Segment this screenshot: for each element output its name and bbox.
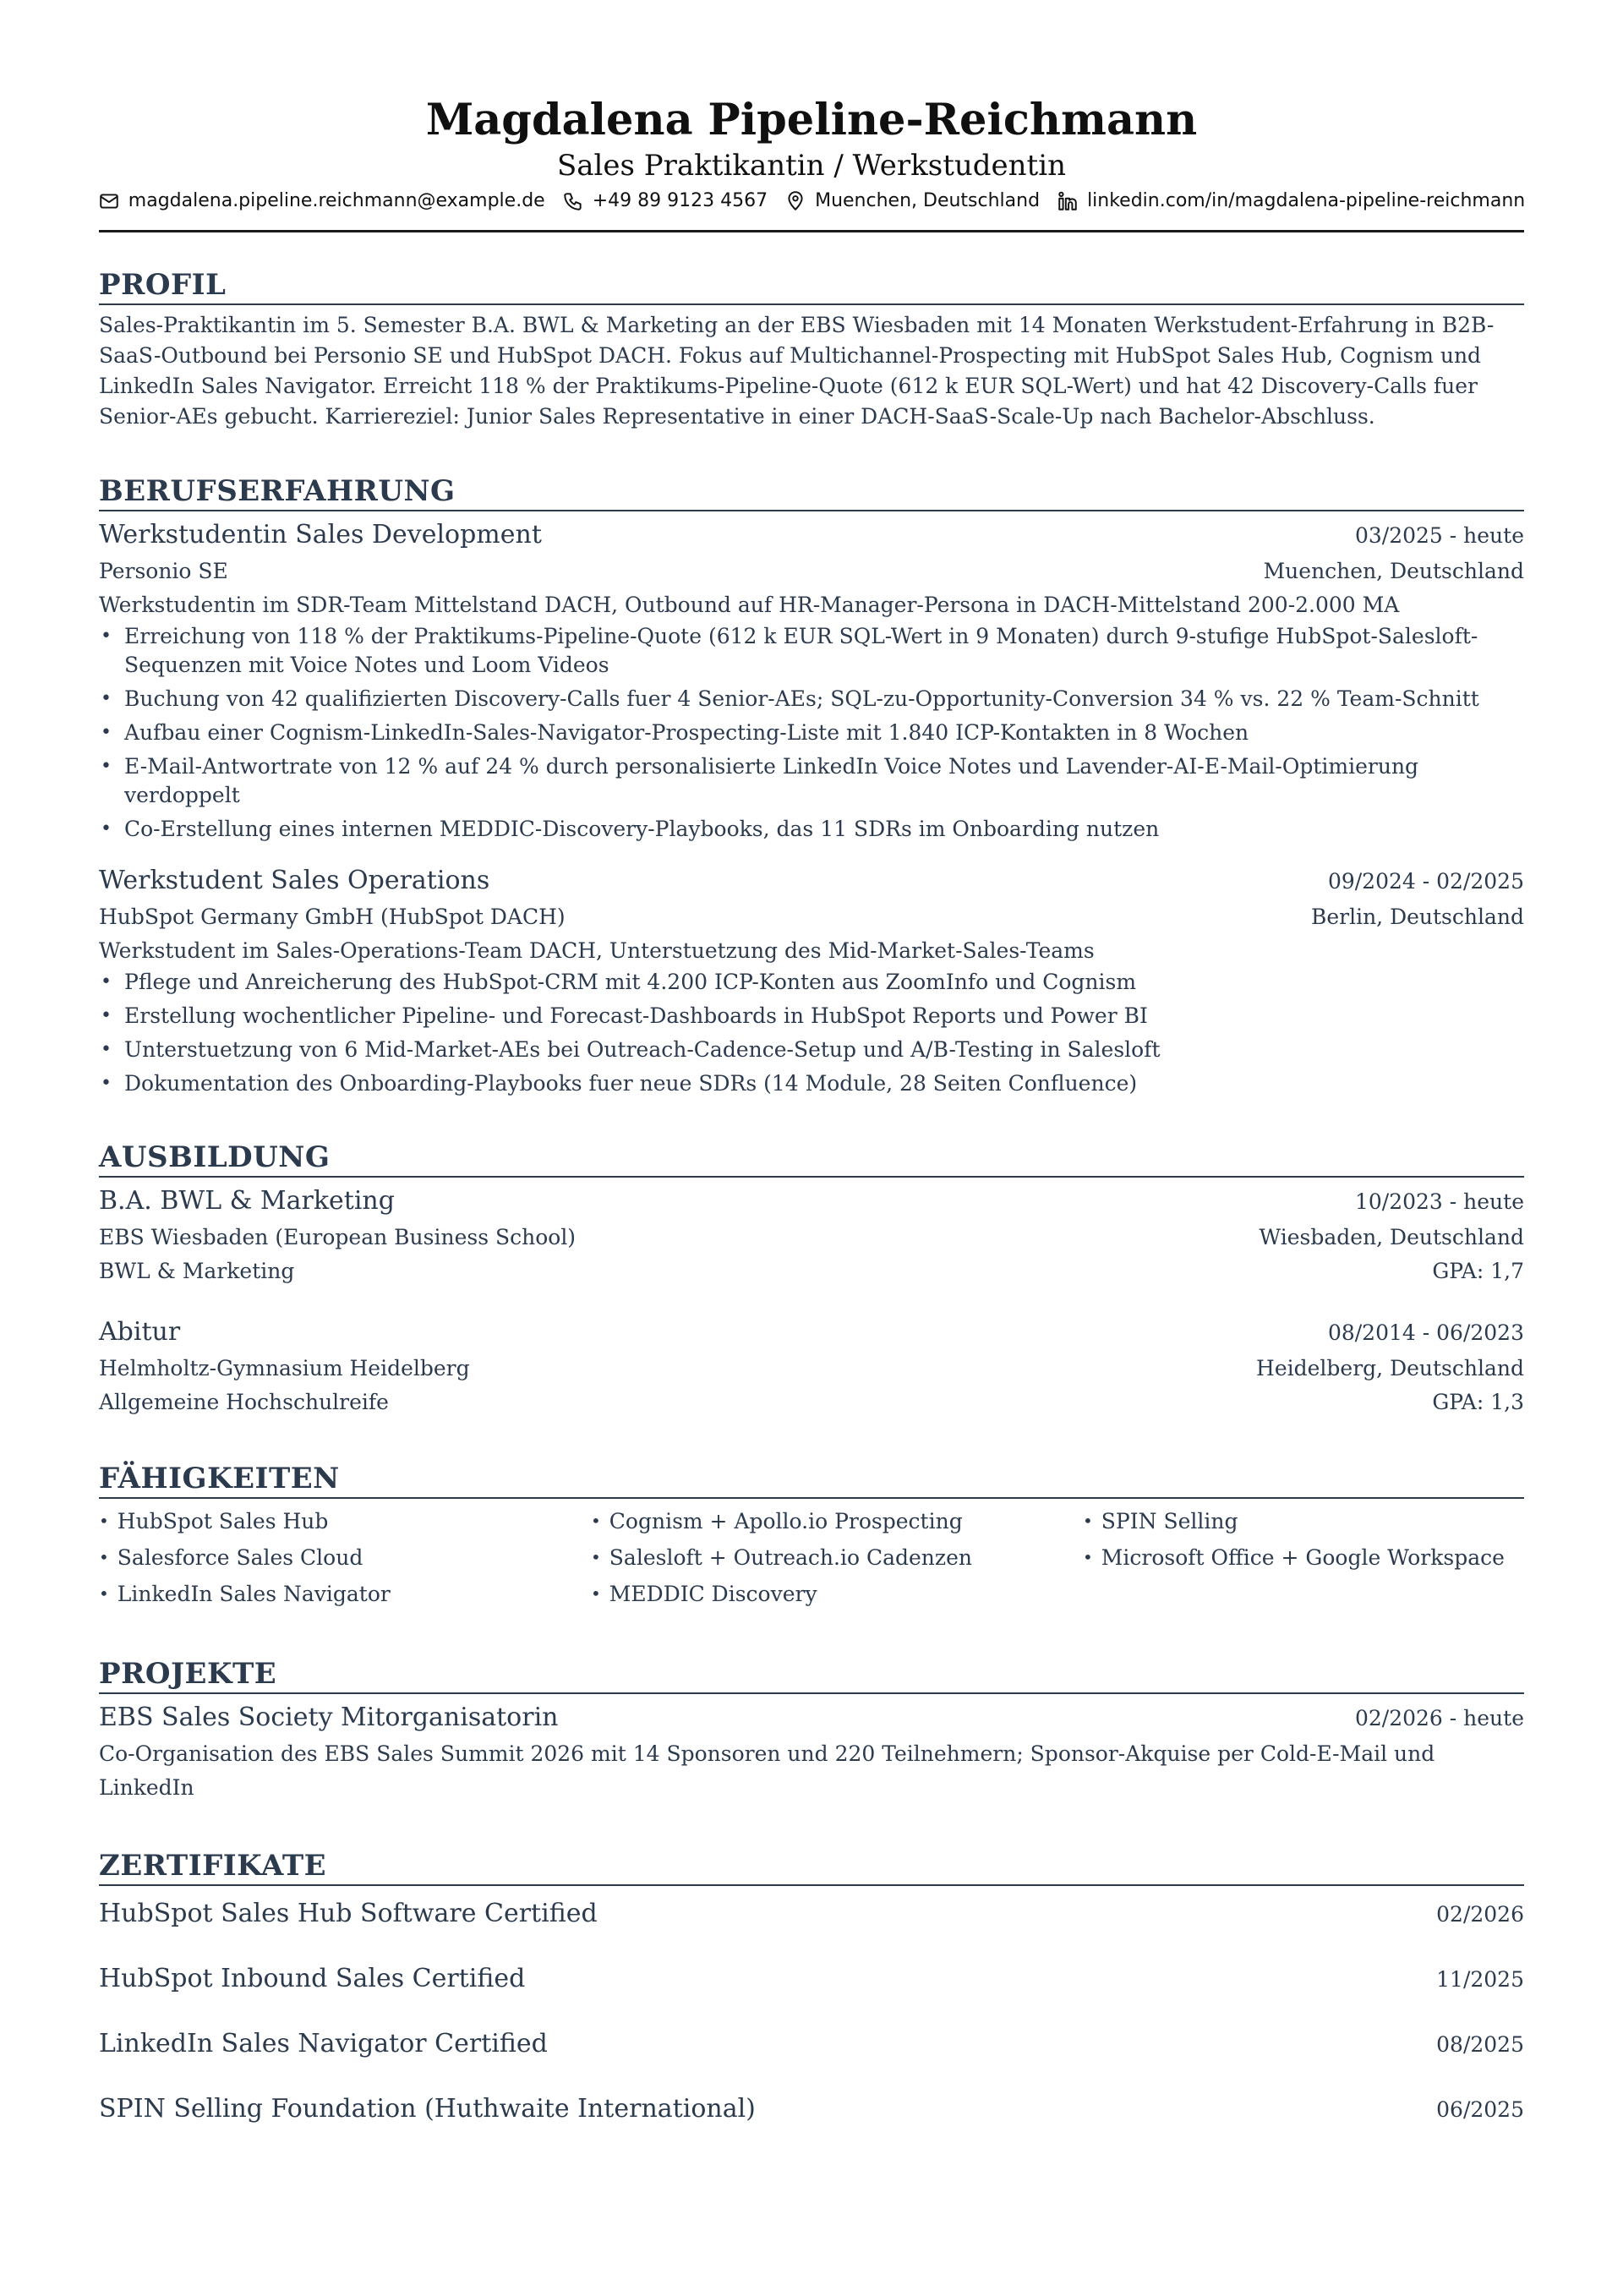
skill-item: • LinkedIn Sales Navigator — [99, 1577, 591, 1613]
contact-email[interactable] — [98, 188, 545, 215]
contact-location-text: Muenchen, Deutschland — [815, 190, 1041, 211]
profile-section — [99, 268, 1524, 432]
certificate-row — [99, 2088, 1524, 2131]
job-dates: 03/2025 - heute — [1354, 523, 1524, 548]
candidate-name: Magdalena Pipeline-Reichmann — [425, 95, 1198, 145]
job-role: Werkstudent Sales Operations — [99, 866, 490, 895]
header-divider — [99, 230, 1524, 232]
certificate-row — [99, 1958, 1524, 2001]
location-pin-icon — [784, 190, 806, 212]
education-entry — [99, 1183, 1524, 1288]
skills-grid — [99, 1504, 1524, 1613]
project-entry — [99, 1699, 1524, 1805]
education-section — [99, 1140, 1524, 1419]
job-bullets — [99, 622, 1524, 844]
education-location: Wiesbaden, Deutschland — [1259, 1225, 1524, 1249]
skill-item: • Microsoft Office + Google Workspace — [1083, 1540, 1524, 1577]
certificate-date: 06/2025 — [1436, 2097, 1524, 2122]
job-entry — [99, 862, 1524, 1098]
certificate-row — [99, 2023, 1524, 2066]
certificates-section — [99, 1849, 1524, 2131]
contact-line — [99, 188, 1524, 215]
job-bullet: • Co-Erstellung eines internen MEDDIC-Discovery-Playbooks, das 11 SDRs im Onboarding nutzen — [99, 815, 1524, 844]
education-school: Helmholtz-Gymnasium Heidelberg — [99, 1356, 470, 1380]
project-name: EBS Sales Society Mitorganisatorin — [99, 1703, 559, 1732]
section-title-projects: PROJEKTE — [99, 1657, 1524, 1694]
project-description: Co-Organisation des EBS Sales Summit 2026 mit 14 Sponsoren und 220 Teilnehmern; Sponsor-Akquise per Cold-E-Mail und LinkedIn — [99, 1741, 1435, 1800]
skill-item: • MEDDIC Discovery — [591, 1577, 1083, 1613]
job-summary: Werkstudent im Sales-Operations-Team DACH, Unterstuetzung des Mid-Market-Sales-Teams — [99, 938, 1095, 963]
linkedin-icon — [1057, 190, 1079, 212]
education-degree: B.A. BWL & Marketing — [99, 1186, 395, 1216]
contact-phone[interactable] — [562, 188, 768, 215]
job-bullets — [99, 968, 1524, 1098]
contact-email-text: magdalena.pipeline.reichmann@example.de — [128, 190, 545, 211]
job-entry — [99, 517, 1524, 844]
job-bullet: • Buchung von 42 qualifizierten Discovery-Calls fuer 4 Senior-AEs; SQL-zu-Opportunity-Conversion 34 % vs. 22 % Team-Schnitt — [99, 685, 1524, 713]
education-field: BWL & Marketing — [99, 1259, 295, 1283]
job-location: Muenchen, Deutschland — [1263, 559, 1524, 583]
contact-location — [784, 188, 1040, 215]
certificate-name: SPIN Selling Foundation (Huthwaite International) — [99, 2094, 756, 2124]
skill-item: • HubSpot Sales Hub — [99, 1504, 591, 1540]
education-dates: 08/2014 - 06/2023 — [1327, 1320, 1524, 1345]
phone-icon — [562, 190, 584, 212]
section-title-education: AUSBILDUNG — [99, 1140, 1524, 1178]
certificate-date: 02/2026 — [1436, 1902, 1524, 1927]
project-dates: 02/2026 - heute — [1354, 1706, 1524, 1730]
job-bullet: • Erstellung wochentlicher Pipeline- und Forecast-Dashboards in HubSpot Reports und Power BI — [99, 1002, 1524, 1030]
skill-item: • Cognism + Apollo.io Prospecting — [591, 1504, 1083, 1540]
education-degree: Abitur — [99, 1317, 181, 1347]
job-role: Werkstudentin Sales Development — [99, 520, 542, 549]
skills-section — [99, 1462, 1524, 1613]
job-bullet: • Dokumentation des Onboarding-Playbooks fuer neue SDRs (14 Module, 28 Seiten Confluence) — [99, 1069, 1524, 1098]
skill-item: • Salesloft + Outreach.io Cadenzen — [591, 1540, 1083, 1577]
job-location: Berlin, Deutschland — [1310, 905, 1524, 929]
certificate-name: HubSpot Inbound Sales Certified — [99, 1964, 526, 1993]
education-gpa: GPA: 1,3 — [1432, 1390, 1524, 1414]
candidate-subtitle: Sales Praktikantin / Werkstudentin — [556, 149, 1066, 183]
certificate-date: 11/2025 — [1436, 1967, 1524, 1992]
profile-text: Sales-Praktikantin im 5. Semester B.A. BWL & Marketing an der EBS Wiesbaden mit 14 Monaten Werkstudent-Erfahrung in B2B-SaaS-Outbound bei Personio SE und HubSpot DACH. Fokus auf Multichannel-Prospecting mit HubSpot Sales Hub, Cognism und LinkedIn Sales Navigator. Erreicht 118 % der Praktikums-Pipeline-Quote (612 k EUR SQL-Wert) und hat 42 Discovery-Calls fuer Senior-AEs gebucht. Karriereziel: Junior Sales Representative in einer DACH-SaaS-Scale-Up nach Bachelor-Abschluss. — [99, 313, 1495, 429]
resume-header — [99, 93, 1524, 232]
section-title-profile: PROFIL — [99, 268, 1524, 305]
certificate-row — [99, 1893, 1524, 1936]
job-bullet: • Erreichung von 118 % der Praktikums-Pipeline-Quote (612 k EUR SQL-Wert in 9 Monaten) durch 9-stufige HubSpot-Salesloft-Sequenzen mit Voice Notes und Loom Videos — [99, 622, 1524, 680]
contact-linkedin[interactable] — [1057, 188, 1525, 215]
job-company: Personio SE — [99, 559, 228, 583]
education-location: Heidelberg, Deutschland — [1256, 1356, 1524, 1380]
skill-item: • SPIN Selling — [1083, 1504, 1524, 1540]
certificate-date: 08/2025 — [1436, 2032, 1524, 2057]
section-title-skills: FÄHIGKEITEN — [99, 1462, 1524, 1499]
job-summary: Werkstudentin im SDR-Team Mittelstand DACH, Outbound auf HR-Manager-Persona in DACH-Mittelstand 200-2.000 MA — [99, 593, 1400, 617]
certificate-name: LinkedIn Sales Navigator Certified — [99, 2029, 548, 2058]
job-bullet: • Aufbau einer Cognism-LinkedIn-Sales-Navigator-Prospecting-Liste mit 1.840 ICP-Kontakten in 8 Wochen — [99, 719, 1524, 747]
education-gpa: GPA: 1,7 — [1432, 1259, 1524, 1283]
section-title-experience: BERUFSERFAHRUNG — [99, 474, 1524, 511]
skill-item: • Salesforce Sales Cloud — [99, 1540, 591, 1577]
contact-phone-text: +49 89 9123 4567 — [592, 190, 768, 211]
job-bullet: • E-Mail-Antwortrate von 12 % auf 24 % durch personalisierte LinkedIn Voice Notes und Lavender-AI-E-Mail-Optimierung verdoppelt — [99, 752, 1524, 810]
education-field: Allgemeine Hochschulreife — [99, 1390, 389, 1414]
certificate-name: HubSpot Sales Hub Software Certified — [99, 1899, 598, 1928]
job-company: HubSpot Germany GmbH (HubSpot DACH) — [99, 905, 566, 929]
mail-icon — [98, 190, 120, 212]
projects-section — [99, 1657, 1524, 1805]
contact-linkedin-text: linkedin.com/in/magdalena-pipeline-reichmann — [1087, 190, 1526, 211]
education-dates: 10/2023 - heute — [1354, 1189, 1524, 1214]
experience-section — [99, 474, 1524, 1098]
job-bullet: • Pflege und Anreicherung des HubSpot-CRM mit 4.200 ICP-Konten aus ZoomInfo und Cognism — [99, 968, 1524, 997]
job-dates: 09/2024 - 02/2025 — [1327, 869, 1524, 894]
job-bullet: • Unterstuetzung von 6 Mid-Market-AEs bei Outreach-Cadence-Setup und A/B-Testing in Salesloft — [99, 1036, 1524, 1064]
education-entry — [99, 1314, 1524, 1419]
section-title-certificates: ZERTIFIKATE — [99, 1849, 1524, 1886]
education-school: EBS Wiesbaden (European Business School) — [99, 1225, 577, 1249]
